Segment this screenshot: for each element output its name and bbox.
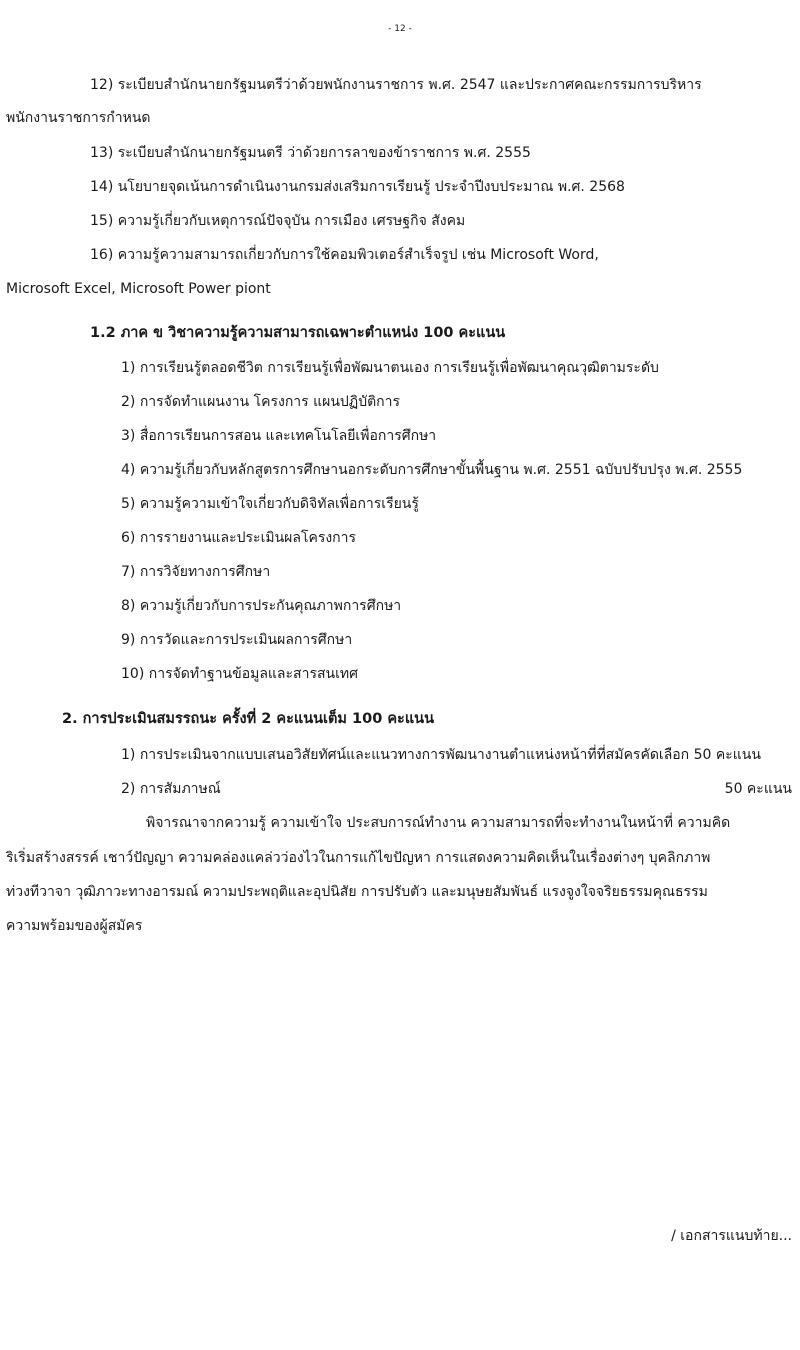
list-item: 2) การจัดทำแผนงาน โครงการ แผนปฏิบัติการ xyxy=(121,394,401,410)
list-item: 4) ความรู้เกี่ยวกับหลักสูตรการศึกษานอกระดับการศึกษาขั้นพื้นฐาน พ.ศ. 2551 ฉบับปรับปรุง พ.ศ. 2555 xyxy=(121,462,743,478)
paragraph-line: ริเริ่มสร้างสรรค์ เชาว์ปัญญา ความคล่องแคล่วว่องไวในการแก้ไขปัญหา การแสดงความคิดเห็นในเรื่องต่างๆ บุคลิกภาพ xyxy=(6,850,711,866)
list-item: 14) นโยบายจุดเน้นการดำเนินงานกรมส่งเสริมการเรียนรู้ ประจำปีงบประมาณ พ.ศ. 2568 xyxy=(90,179,625,195)
continuation-note: / เอกสารแนบท้าย... xyxy=(671,1228,792,1244)
list-item-label: 2) การสัมภาษณ์ xyxy=(121,781,221,797)
paragraph-line: ท่วงทีวาจา วุฒิภาวะทางอารมณ์ ความประพฤติและอุปนิสัย การปรับตัว และมนุษยสัมพันธ์ แรงจูงใจจริยธรรมคุณธรรม xyxy=(6,884,708,900)
list-item: 5) ความรู้ความเข้าใจเกี่ยวกับดิจิทัลเพื่อการเรียนรู้ xyxy=(121,496,419,512)
list-item-continuation: Microsoft Excel, Microsoft Power piont xyxy=(6,281,271,297)
section-heading: 1.2 ภาค ข วิชาความรู้ความสามารถเฉพาะตำแหน่ง 100 คะแนน xyxy=(90,325,506,341)
list-item: 13) ระเบียบสำนักนายกรัฐมนตรี ว่าด้วยการลาของข้าราชการ พ.ศ. 2555 xyxy=(90,145,531,161)
list-item: 1) การเรียนรู้ตลอดชีวิต การเรียนรู้เพื่อพัฒนาตนเอง การเรียนรู้เพื่อพัฒนาคุณวุฒิตามระดับ xyxy=(121,360,659,376)
list-item: 6) การรายงานและประเมินผลโครงการ xyxy=(121,530,357,546)
paragraph-line: ความพร้อมของผู้สมัคร xyxy=(6,918,143,934)
list-item: 10) การจัดทำฐานข้อมูลและสารสนเทศ xyxy=(121,666,358,682)
page-number: - 12 - xyxy=(388,24,412,34)
list-item: 1) การประเมินจากแบบเสนอวิสัยทัศน์และแนวทางการพัฒนางานตำแหน่งหน้าที่ที่สมัครคัดเลือก 50 คะแนน xyxy=(121,747,761,763)
list-item: 3) สื่อการเรียนการสอน และเทคโนโลยีเพื่อการศึกษา xyxy=(121,428,437,444)
list-item: 12) ระเบียบสำนักนายกรัฐมนตรีว่าด้วยพนักงานราชการ พ.ศ. 2547 และประกาศคณะกรรมการบริหาร xyxy=(90,77,702,93)
paragraph-line: พิจารณาจากความรู้ ความเข้าใจ ประสบการณ์ทำงาน ความสามารถที่จะทำงานในหน้าที่ ความคิด xyxy=(146,815,731,831)
list-item: 15) ความรู้เกี่ยวกับเหตุการณ์ปัจจุบัน การเมือง เศรษฐกิจ สังคม xyxy=(90,213,466,229)
list-item: 7) การวิจัยทางการศึกษา xyxy=(121,564,271,580)
list-item: 16) ความรู้ความสามารถเกี่ยวกับการใช้คอมพิวเตอร์สำเร็จรูป เช่น Microsoft Word, xyxy=(90,247,599,263)
list-item: 9) การวัดและการประเมินผลการศึกษา xyxy=(121,632,353,648)
list-item-score: 50 คะแนน xyxy=(724,781,792,797)
list-item: 8) ความรู้เกี่ยวกับการประกันคุณภาพการศึกษา xyxy=(121,598,402,614)
list-item-continuation: พนักงานราชการกำหนด xyxy=(6,110,151,126)
section-heading: 2. การประเมินสมรรถนะ ครั้งที่ 2 คะแนนเต็ม 100 คะแนน xyxy=(62,711,434,727)
